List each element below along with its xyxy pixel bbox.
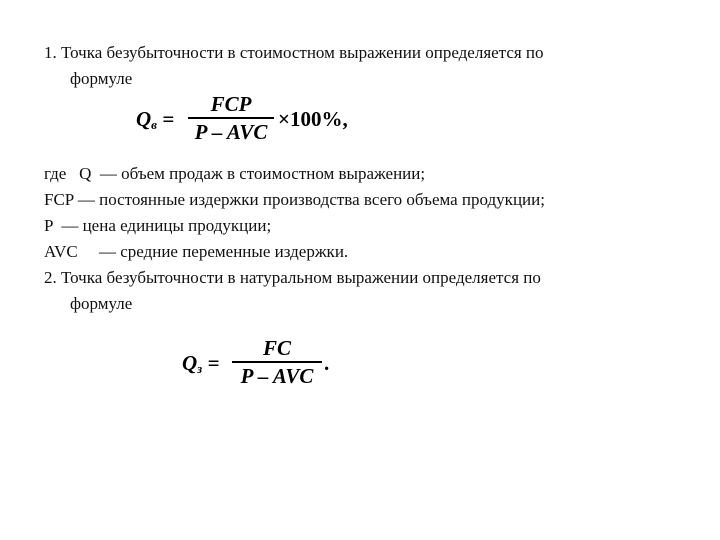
formula1-tail: ×100%, (278, 107, 348, 131)
formula2-numerator: FC (262, 336, 291, 360)
item1-text (44, 40, 684, 92)
formula1-numerator: FCP (210, 92, 252, 116)
formula2-tail: . (324, 351, 330, 375)
formula1-lhs (136, 107, 174, 133)
formula2-fraction-bar (232, 361, 322, 363)
definitions-block (44, 161, 684, 317)
definition-fcp: FCP — постоянные издержки производства всего объема продукции; (44, 190, 545, 209)
item2-line2: формуле (70, 294, 133, 313)
formula2-equals: = (207, 351, 220, 375)
formula1-q: Q (136, 107, 152, 131)
formula1-fraction (188, 92, 274, 144)
item2-line1: 2. Точка безубыточности в натуральном выражении определяется по (44, 268, 541, 287)
formula-2 (182, 336, 342, 392)
formula1-subscript: в (151, 117, 157, 132)
formula2-fraction (232, 336, 322, 388)
formula1-denominator: P – AVC (194, 120, 268, 144)
formula1-equals: = (162, 107, 175, 131)
item1-line2: формуле (70, 69, 133, 88)
formula2-subscript: з (197, 361, 203, 376)
item1-line1: 1. Точка безубыточности в стоимостном выражении определяется по (44, 43, 544, 62)
formula1-fraction-bar (188, 117, 274, 119)
definition-q: где Q — объем продаж в стоимостном выражении; (44, 164, 426, 183)
formula2-denominator: P – AVC (240, 364, 314, 388)
definition-avc: AVC — средние переменные издержки. (44, 242, 349, 261)
formula2-q: Q (182, 351, 198, 375)
formula-1 (136, 92, 366, 148)
definition-p: P — цена единицы продукции; (44, 216, 272, 235)
formula2-lhs (182, 351, 219, 377)
